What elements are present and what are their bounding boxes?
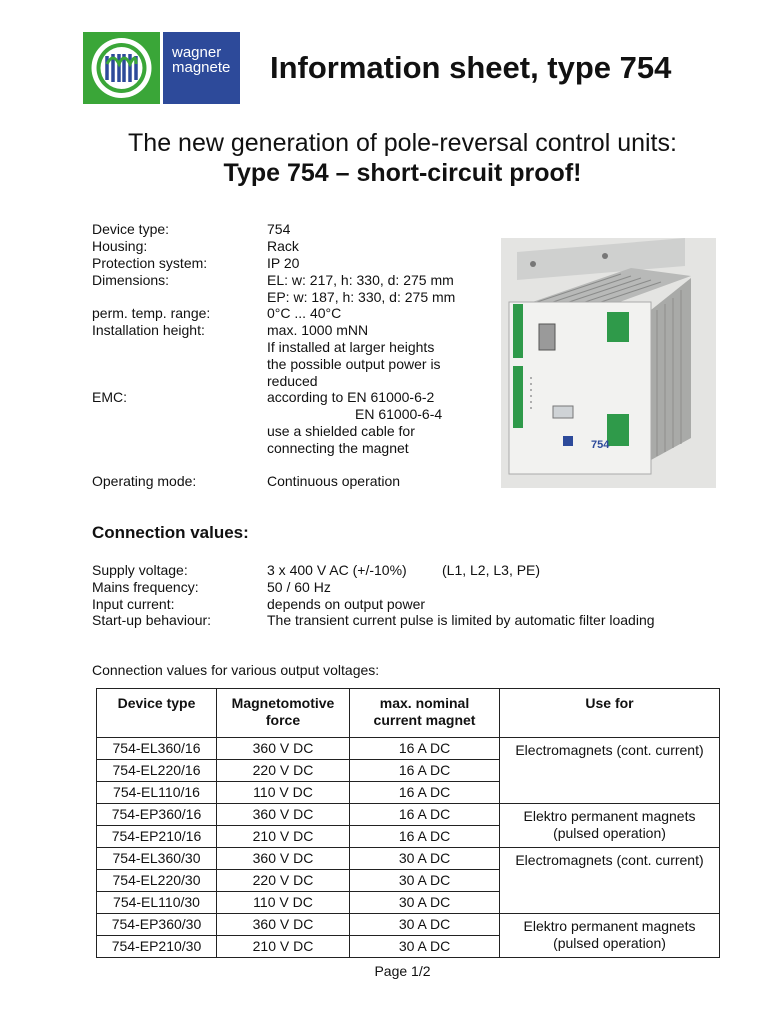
subheading bbox=[0, 128, 768, 188]
cell-device: 754-EP360/30 bbox=[97, 914, 217, 936]
cell-device: 754-EL110/30 bbox=[97, 892, 217, 914]
connection-values-table bbox=[96, 688, 720, 958]
cell-current: 16 A DC bbox=[350, 782, 500, 804]
conn-value-supply: 3 x 400 V AC (+/-10%) bbox=[267, 562, 407, 578]
cell-force: 210 V DC bbox=[217, 826, 350, 848]
unit-label: 754 bbox=[591, 439, 610, 451]
logo-wordmark bbox=[163, 32, 240, 104]
cell-current: 30 A DC bbox=[350, 936, 500, 958]
spec-value-device-type: 754 bbox=[267, 221, 291, 237]
cell-current: 16 A DC bbox=[350, 738, 500, 760]
cell-use-electromagnets: Electromagnets (cont. current) bbox=[500, 738, 720, 804]
cell-use-ep-magnets: Elektro permanent magnets (pulsed operation) bbox=[500, 804, 720, 848]
cell-current: 30 A DC bbox=[350, 892, 500, 914]
cell-device: 754-EP210/16 bbox=[97, 826, 217, 848]
spec-value-height: max. 1000 mNN bbox=[267, 322, 369, 338]
spec-value-height-note-3: reduced bbox=[267, 373, 318, 389]
cell-use-ep-magnets: Elektro permanent magnets (pulsed operation) bbox=[500, 914, 720, 958]
cell-device: 754-EL360/16 bbox=[97, 738, 217, 760]
wagner-logo-icon bbox=[83, 32, 160, 104]
cell-current: 30 A DC bbox=[350, 870, 500, 892]
subheading-line-1: The new generation of pole-reversal control units: bbox=[128, 129, 677, 157]
col-header-current: max. nominal current magnet bbox=[350, 689, 500, 738]
conn-value-current: depends on output power bbox=[267, 596, 426, 612]
logo-text-wagner: wagner bbox=[172, 44, 222, 61]
cell-current: 30 A DC bbox=[350, 914, 500, 936]
spec-value-mode: Continuous operation bbox=[267, 473, 401, 489]
spec-label-protection: Protection system: bbox=[92, 255, 208, 271]
logo-mark bbox=[83, 32, 160, 104]
cell-device: 754-EL110/16 bbox=[97, 782, 217, 804]
spec-value-protection: IP 20 bbox=[267, 255, 300, 271]
spec-label-dimensions: Dimensions: bbox=[92, 272, 170, 288]
spec-value-dimensions-el: EL: w: 217, h: 330, d: 275 mm bbox=[267, 272, 454, 288]
col-header-mmf: Magnetomotive force bbox=[217, 689, 350, 738]
cell-device: 754-EP210/30 bbox=[97, 936, 217, 958]
spec-value-emc-note-2: connecting the magnet bbox=[267, 440, 409, 456]
conn-value-phases: (L1, L2, L3, PE) bbox=[442, 562, 541, 578]
spec-label-device-type: Device type: bbox=[92, 221, 170, 237]
spec-value-emc-note-1: use a shielded cable for bbox=[267, 423, 415, 439]
cell-current: 16 A DC bbox=[350, 826, 500, 848]
spec-value-emc-1: according to EN 61000-6-2 bbox=[267, 389, 435, 405]
page-number: Page 1/2 bbox=[374, 963, 431, 979]
cell-force: 220 V DC bbox=[217, 760, 350, 782]
logo-text-magnete: magnete bbox=[172, 59, 231, 76]
spec-value-temp: 0°C ... 40°C bbox=[267, 305, 342, 321]
table-row bbox=[97, 738, 720, 760]
spec-label-mode: Operating mode: bbox=[92, 473, 197, 489]
cell-current: 16 A DC bbox=[350, 804, 500, 826]
cell-force: 360 V DC bbox=[217, 848, 350, 870]
conn-value-frequency: 50 / 60 Hz bbox=[267, 579, 331, 595]
conn-label-current: Input current: bbox=[92, 596, 175, 612]
cell-force: 360 V DC bbox=[217, 914, 350, 936]
table-header-row bbox=[97, 689, 720, 738]
cell-force: 220 V DC bbox=[217, 870, 350, 892]
section-heading-connection: Connection values: bbox=[92, 523, 249, 542]
spec-value-height-note-2: the possible output power is bbox=[267, 356, 441, 372]
spec-label-emc: EMC: bbox=[92, 389, 127, 405]
table-row bbox=[97, 914, 720, 936]
spec-label-housing: Housing: bbox=[92, 238, 148, 254]
col-header-device: Device type bbox=[97, 689, 217, 738]
cell-force: 360 V DC bbox=[217, 738, 350, 760]
cell-device: 754-EL220/16 bbox=[97, 760, 217, 782]
cell-force: 110 V DC bbox=[217, 892, 350, 914]
cell-current: 30 A DC bbox=[350, 848, 500, 870]
page-title: Information sheet, type 754 bbox=[270, 50, 672, 85]
spec-label-height: Installation height: bbox=[92, 322, 205, 338]
spec-value-housing: Rack bbox=[267, 238, 299, 254]
control-unit-illustration bbox=[501, 238, 716, 488]
conn-label-frequency: Mains frequency: bbox=[92, 579, 199, 595]
cell-device: 754-EL220/30 bbox=[97, 870, 217, 892]
cell-force: 110 V DC bbox=[217, 782, 350, 804]
spec-value-height-note-1: If installed at larger heights bbox=[267, 339, 435, 355]
conn-label-supply: Supply voltage: bbox=[92, 562, 188, 578]
cell-force: 210 V DC bbox=[217, 936, 350, 958]
product-photo bbox=[501, 238, 716, 488]
table-caption: Connection values for various output voltages: bbox=[92, 662, 380, 678]
subheading-line-2: Type 754 – short-circuit proof! bbox=[223, 159, 582, 187]
spec-label-temp: perm. temp. range: bbox=[92, 305, 211, 321]
cell-current: 16 A DC bbox=[350, 760, 500, 782]
spec-value-dimensions-ep: EP: w: 187, h: 330, d: 275 mm bbox=[267, 289, 456, 305]
table-row bbox=[97, 848, 720, 870]
cell-force: 360 V DC bbox=[217, 804, 350, 826]
conn-value-startup: The transient current pulse is limited by automatic filter loading bbox=[267, 612, 655, 628]
conn-label-startup: Start-up behaviour: bbox=[92, 612, 212, 628]
cell-device: 754-EL360/30 bbox=[97, 848, 217, 870]
table-row bbox=[97, 804, 720, 826]
cell-device: 754-EP360/16 bbox=[97, 804, 217, 826]
cell-use-electromagnets: Electromagnets (cont. current) bbox=[500, 848, 720, 914]
spec-value-emc-2: EN 61000-6-4 bbox=[355, 406, 443, 422]
col-header-use: Use for bbox=[500, 689, 720, 738]
